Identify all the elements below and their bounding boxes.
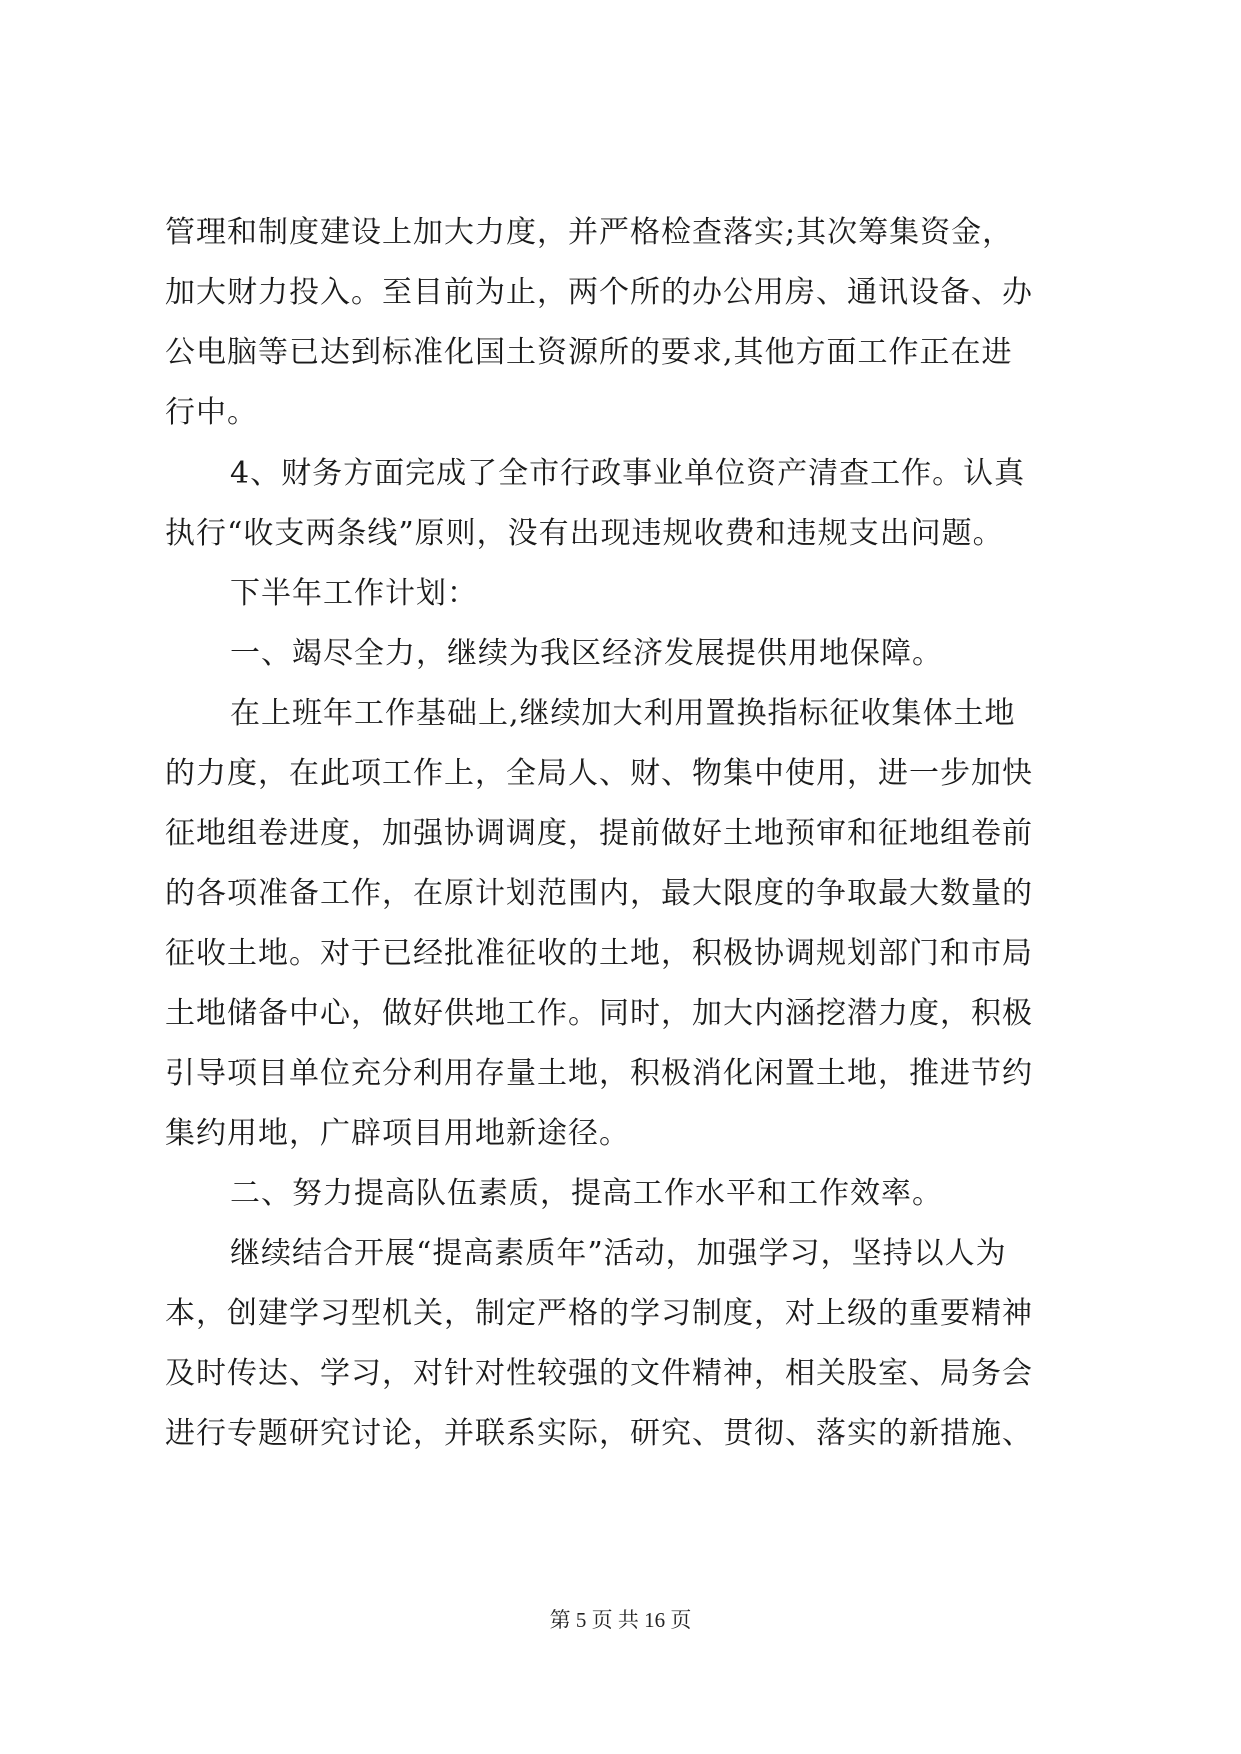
page-number-footer: 第 5 页 共 16 页 [549,1608,692,1632]
section-heading-plan: 下半年工作计划： [230,576,478,611]
text-line-3: 公电脑等已达到标准化国土资源所的要求,其他方面工作正在进 [165,335,1013,370]
text-line-4: 行中。 [165,395,258,430]
text-line-16: 集约用地，广辟项目用地新途径。 [165,1116,630,1151]
text-line-5: 4、财务方面完成了全市行政事业单位资产清查工作。认真 [230,456,1026,491]
text-line-21: 进行专题研究讨论，并联系实际，研究、贯彻、落实的新措施、 [165,1416,1033,1451]
text-line-6: 执行“收支两条线”原则，没有出现违规收费和违规支出问题。 [165,516,1004,551]
section-heading-2: 二、努力提高队伍素质，提高工作水平和工作效率。 [230,1176,943,1211]
text-line-12: 的各项准备工作，在原计划范围内，最大限度的争取最大数量的 [165,876,1033,911]
text-line-18: 继续结合开展“提高素质年”活动，加强学习，坚持以人为 [230,1236,1007,1271]
text-line-1: 管理和制度建设上加大力度，并严格检查落实;其次筹集资金， [165,215,1014,250]
text-line-9: 在上班年工作基础上,继续加大利用置换指标征收集体土地 [230,696,1016,731]
text-line-10: 的力度，在此项工作上，全局人、财、物集中使用，进一步加快 [165,756,1033,791]
text-line-2: 加大财力投入。至目前为止，两个所的办公用房、通讯设备、办 [165,275,1033,310]
text-line-19: 本，创建学习型机关，制定严格的学习制度，对上级的重要精神 [165,1296,1033,1331]
text-line-13: 征收土地。对于已经批准征收的土地，积极协调规划部门和市局 [165,936,1033,971]
text-line-14: 土地储备中心，做好供地工作。同时，加大内涵挖潜力度，积极 [165,996,1033,1031]
text-line-15: 引导项目单位充分利用存量土地，积极消化闲置土地，推进节约 [165,1056,1033,1091]
text-line-20: 及时传达、学习，对针对性较强的文件精神，相关股室、局务会 [165,1356,1033,1391]
text-line-11: 征地组卷进度，加强协调调度，提前做好土地预审和征地组卷前 [165,816,1033,851]
section-heading-1: 一、竭尽全力，继续为我区经济发展提供用地保障。 [230,636,943,671]
